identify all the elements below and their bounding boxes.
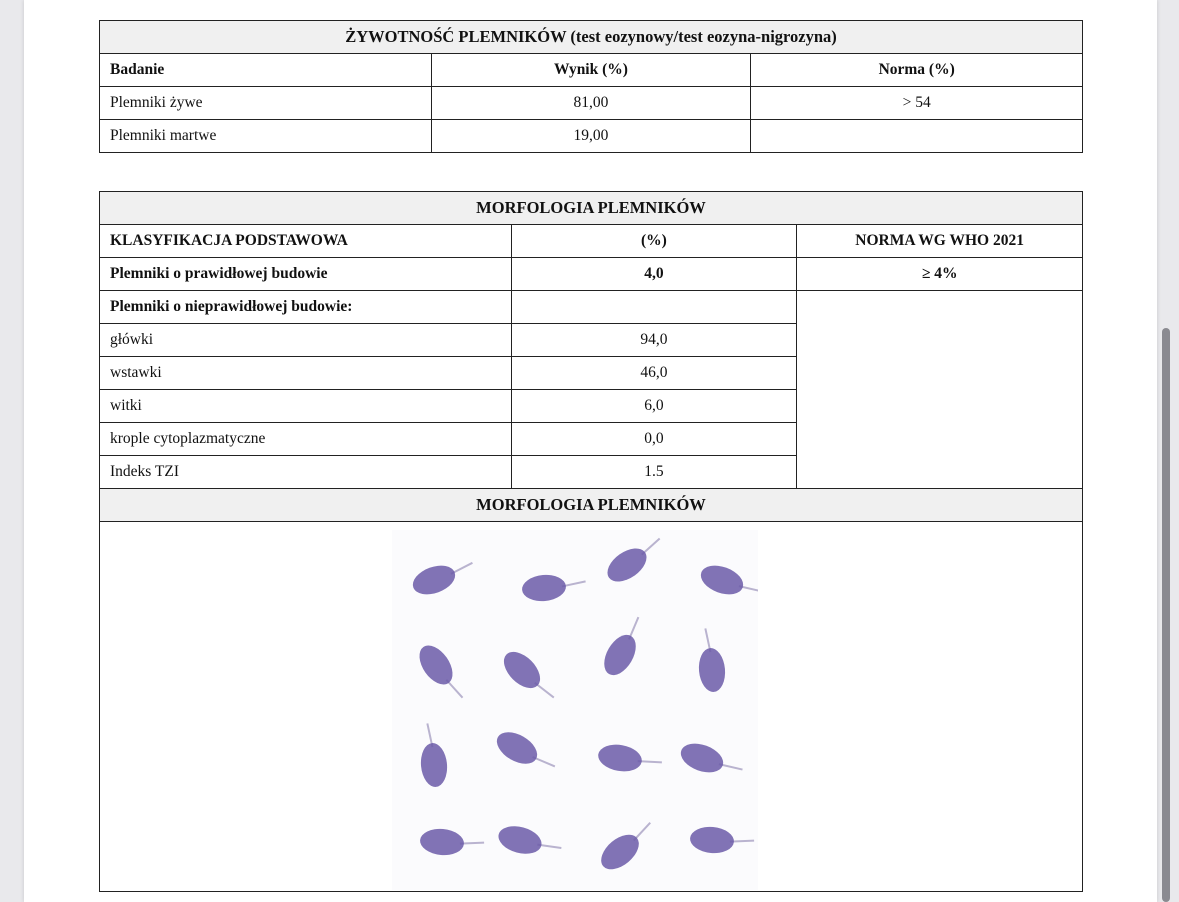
row-value: 6,0 bbox=[511, 390, 797, 423]
sperm-cell bbox=[409, 553, 478, 599]
row-result: 19,00 bbox=[431, 120, 751, 153]
col-header-percent: (%) bbox=[511, 225, 797, 258]
morphology-image-cell bbox=[100, 522, 1083, 892]
row-value: 46,0 bbox=[511, 357, 797, 390]
sperm-cell bbox=[598, 612, 653, 680]
row-norm: ≥ 4% bbox=[797, 258, 1083, 291]
sperm-cell bbox=[495, 822, 564, 864]
table-row bbox=[100, 87, 1083, 120]
sperm-cell bbox=[497, 645, 561, 709]
sperm-cell bbox=[697, 560, 758, 606]
sperm-cell bbox=[602, 530, 669, 588]
row-value: 4,0 bbox=[511, 258, 797, 291]
col-header-result: Wynik (%) bbox=[431, 54, 751, 87]
col-header-test: Badanie bbox=[100, 54, 432, 87]
sperm-cell bbox=[491, 726, 559, 781]
sperm-cell bbox=[521, 571, 587, 602]
sperm-micrograph-drawing bbox=[392, 530, 758, 890]
row-value bbox=[511, 291, 797, 324]
abnormal-label: Plemniki o nieprawidłowej budowie: bbox=[100, 291, 512, 324]
row-name: Indeks TZI bbox=[100, 456, 512, 489]
table-row bbox=[100, 120, 1083, 153]
table-row bbox=[100, 291, 1083, 324]
vertical-scrollbar[interactable] bbox=[1162, 328, 1170, 902]
viability-title: ŻYWOTNOŚĆ PLEMNIKÓW (test eozynowy/test eozyna-nigrozyna) bbox=[100, 21, 1083, 54]
row-result: 81,00 bbox=[431, 87, 751, 120]
row-name: Plemniki o prawidłowej budowie bbox=[100, 258, 512, 291]
sperm-cell bbox=[595, 815, 661, 876]
row-norm bbox=[751, 120, 1083, 153]
sperm-cell bbox=[419, 827, 485, 858]
row-name: krople cytoplazmatyczne bbox=[100, 423, 512, 456]
row-name: witki bbox=[100, 390, 512, 423]
row-name: Plemniki martwe bbox=[100, 120, 432, 153]
row-name: wstawki bbox=[100, 357, 512, 390]
sperm-cell bbox=[695, 627, 726, 693]
col-header-who-norm: NORMA WG WHO 2021 bbox=[797, 225, 1083, 258]
sperm-cell bbox=[677, 738, 746, 784]
morphology-title: MORFOLOGIA PLEMNIKÓW bbox=[100, 192, 1083, 225]
sperm-micrograph bbox=[392, 530, 758, 890]
row-value: 0,0 bbox=[511, 423, 797, 456]
row-value: 94,0 bbox=[511, 324, 797, 357]
row-norm: > 54 bbox=[751, 87, 1083, 120]
row-name: Plemniki żywe bbox=[100, 87, 432, 120]
norm-empty-cell bbox=[797, 291, 1083, 489]
sperm-cell bbox=[413, 640, 471, 707]
col-header-classification: KLASYFIKACJA PODSTAWOWA bbox=[100, 225, 512, 258]
table-row bbox=[100, 258, 1083, 291]
viability-table bbox=[99, 20, 1083, 153]
sperm-cell bbox=[596, 741, 664, 778]
morphology-table bbox=[99, 191, 1083, 892]
morphology-image-title: MORFOLOGIA PLEMNIKÓW bbox=[100, 489, 1083, 522]
sperm-cell bbox=[689, 825, 755, 856]
sperm-cell bbox=[417, 722, 448, 788]
row-value: 1.5 bbox=[511, 456, 797, 489]
document-page bbox=[24, 0, 1157, 902]
col-header-norm: Norma (%) bbox=[751, 54, 1083, 87]
row-name: główki bbox=[100, 324, 512, 357]
